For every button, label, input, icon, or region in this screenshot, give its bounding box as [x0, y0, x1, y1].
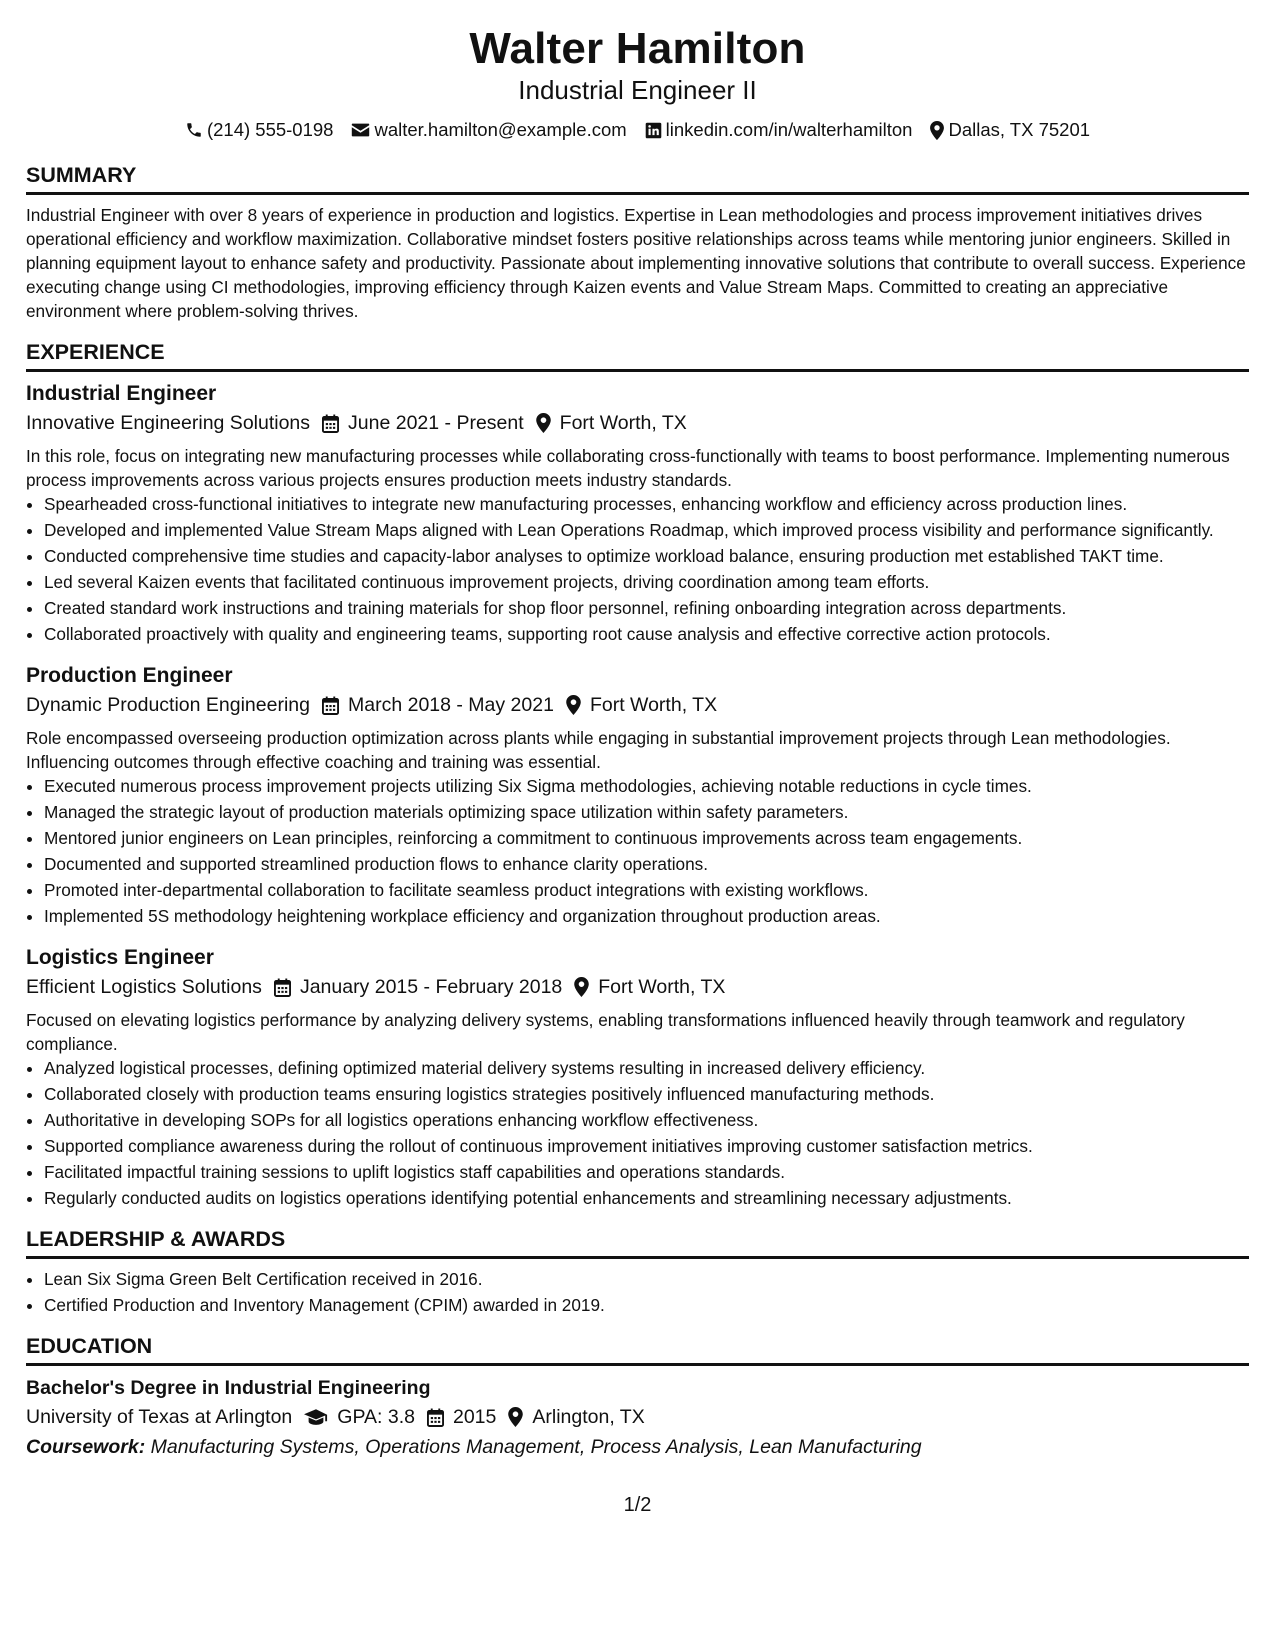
coursework-label: Coursework: [26, 1436, 146, 1458]
job-bullet: • Mentored junior engineers on Lean principles, reinforcing a commitment to continuous improvements across team engagements. [44, 826, 1249, 850]
job-summary: In this role, focus on integrating new manufacturing processes while collaborating cross-functionally with teams to boost performance. Implementing numerous process improvements across various projects ensures production meets industry standards. [26, 446, 1230, 490]
contact-location [930, 118, 1090, 142]
job-title: Production Engineer [26, 664, 233, 687]
summary-section [26, 162, 1249, 323]
school-location-text: Arlington, TX [532, 1406, 645, 1428]
school-location [508, 1402, 644, 1432]
gpa-text: GPA: 3.8 [337, 1406, 415, 1428]
experience-section [26, 339, 1249, 1210]
awards-section [26, 1226, 1249, 1317]
phone-icon [185, 121, 203, 139]
job-bullet: • Conducted comprehensive time studies and capacity-labor analyses to optimize workload balance, ensuring production met established TAKT time. [44, 544, 1249, 568]
map-pin-icon [508, 1407, 523, 1427]
awards-heading: LEADERSHIP & AWARDS [26, 1226, 1249, 1259]
candidate-name: Walter Hamilton [469, 24, 806, 73]
email-link[interactable]: walter.hamilton@example.com [374, 119, 627, 140]
calendar-icon [322, 414, 339, 433]
job-entry [26, 662, 1249, 928]
award-item: • Lean Six Sigma Green Belt Certification received in 2016. [44, 1267, 1249, 1291]
map-pin-icon [566, 695, 581, 715]
job-company: Efficient Logistics Solutions [26, 976, 262, 998]
phone-text: (214) 555-0198 [206, 119, 334, 140]
job-bullet: • Documented and supported streamlined production flows to enhance clarity operations. [44, 852, 1249, 876]
job-location-text: Fort Worth, TX [598, 976, 726, 998]
job-dates-text: March 2018 - May 2021 [348, 694, 554, 716]
job-bullet: • Authoritative in developing SOPs for all logistics operations enhancing workflow effectiveness. [44, 1108, 1249, 1132]
graduation-year [427, 1402, 496, 1432]
job-bullet: • Collaborated closely with production teams ensuring logistics strategies positively influenced manufacturing methods. [44, 1082, 1249, 1106]
job-bullet: • Promoted inter-departmental collaboration to facilitate seamless product integrations with existing workflows. [44, 878, 1249, 902]
job-meta [26, 690, 1249, 720]
linkedin-icon [645, 122, 662, 139]
envelope-icon [351, 122, 370, 138]
contact-phone [185, 118, 334, 142]
job-bullet: • Implemented 5S methodology heightening workplace efficiency and organization throughout production areas. [44, 904, 1249, 928]
job-bullet: • Spearheaded cross-functional initiatives to integrate new manufacturing processes, enhancing workflow and efficiency across production lines. [44, 492, 1249, 516]
job-location [574, 972, 725, 1002]
coursework [26, 1432, 1249, 1462]
job-bullets [26, 774, 1249, 928]
year-text: 2015 [452, 1406, 497, 1428]
linkedin-link[interactable]: linkedin.com/in/walterhamilton [665, 119, 913, 140]
job-location [566, 690, 717, 720]
job-bullet: • Regularly conducted audits on logistics operations identifying potential enhancements and streamlining necessary adjustments. [44, 1186, 1249, 1210]
job-dates [322, 408, 524, 438]
job-bullet: • Managed the strategic layout of production materials optimizing space utilization within safety parameters. [44, 800, 1249, 824]
experience-heading: EXPERIENCE [26, 339, 1249, 372]
job-bullet: • Led several Kaizen events that facilitated continuous improvement projects, driving coordination among team efforts. [44, 570, 1249, 594]
job-company: Innovative Engineering Solutions [26, 412, 311, 434]
job-bullet: • Developed and implemented Value Stream Maps aligned with Lean Operations Roadmap, which improved process visibility and performance significantly. [44, 518, 1249, 542]
job-bullet: • Analyzed logistical processes, defining optimized material delivery systems resulting in increased delivery efficiency. [44, 1056, 1249, 1080]
job-company: Dynamic Production Engineering [26, 694, 310, 716]
job-dates [274, 972, 562, 1002]
job-summary: Focused on elevating logistics performance by analyzing delivery systems, enabling transformations influenced heavily through teamwork and regulatory compliance. [26, 1010, 1185, 1054]
job-meta [26, 972, 1249, 1002]
job-bullet: • Facilitated impactful training sessions to uplift logistics staff capabilities and operations standards. [44, 1160, 1249, 1184]
job-title: Logistics Engineer [26, 946, 214, 969]
school-name: University of Texas at Arlington [26, 1406, 293, 1428]
job-bullets [26, 492, 1249, 646]
job-bullet: • Supported compliance awareness during the rollout of continuous improvement initiatives improving customer satisfaction metrics. [44, 1134, 1249, 1158]
calendar-icon [427, 1408, 444, 1427]
job-dates [322, 690, 554, 720]
map-pin-icon [574, 977, 589, 997]
awards-list [26, 1267, 1249, 1317]
job-entry [26, 380, 1249, 646]
job-location-text: Fort Worth, TX [589, 694, 718, 716]
map-pin-icon [536, 413, 551, 433]
map-pin-icon [930, 121, 944, 140]
award-item: • Certified Production and Inventory Management (CPIM) awarded in 2019. [44, 1293, 1249, 1317]
education-heading: EDUCATION [26, 1333, 1249, 1366]
calendar-icon [322, 696, 339, 715]
job-bullets [26, 1056, 1249, 1210]
contact-email[interactable] [351, 118, 626, 142]
calendar-icon [274, 978, 291, 997]
job-dates-text: January 2015 - February 2018 [299, 976, 563, 998]
job-bullet: • Collaborated proactively with quality and engineering teams, supporting root cause analysis and effective corrective action protocols. [44, 622, 1249, 646]
job-summary: Role encompassed overseeing production optimization across plants while engaging in substantial improvement projects through Lean methodologies. Influencing outcomes through effective coaching and training was essential. [26, 728, 1171, 772]
contact-linkedin[interactable] [645, 118, 913, 142]
summary-text: Industrial Engineer with over 8 years of experience in production and logistics. Expertise in Lean methodologies and process improvement initiatives drives operational efficiency and workflow maximization. Collaborative mindset fosters positive relationships across teams while mentoring junior engineers. Skilled in planning equipment layout to enhance safety and productivity. Passionate about implementing innovative solutions that contribute to overall success. Experience executing change using CI methodologies, improving efficiency through Kaizen events and Value Stream Maps. Committed to creating an appreciative environment where problem-solving thrives. [26, 205, 1246, 321]
resume-header [26, 0, 1249, 142]
job-title: Industrial Engineer [26, 382, 217, 405]
summary-heading: SUMMARY [26, 162, 1249, 195]
job-entry [26, 944, 1249, 1210]
location-text: Dallas, TX 75201 [948, 119, 1091, 140]
contact-bar [26, 118, 1249, 142]
education-meta [26, 1402, 1249, 1432]
page-number: 1/2 [623, 1494, 652, 1516]
job-bullet: • Executed numerous process improvement projects utilizing Six Sigma methodologies, achieving notable reductions in cycle times. [44, 774, 1249, 798]
degree-title: Bachelor's Degree in Industrial Engineering [26, 1377, 431, 1399]
coursework-list: Manufacturing Systems, Operations Management, Process Analysis, Lean Manufacturing [150, 1436, 922, 1458]
gpa [304, 1402, 415, 1432]
job-bullet: • Created standard work instructions and training materials for shop floor personnel, refining onboarding integration across departments. [44, 596, 1249, 620]
job-location-text: Fort Worth, TX [559, 412, 687, 434]
job-dates-text: June 2021 - Present [348, 412, 524, 434]
education-section [26, 1333, 1249, 1462]
graduation-cap-icon [304, 1409, 328, 1426]
candidate-role: Industrial Engineer II [518, 75, 757, 105]
job-location [536, 408, 687, 438]
job-meta [26, 408, 1249, 438]
